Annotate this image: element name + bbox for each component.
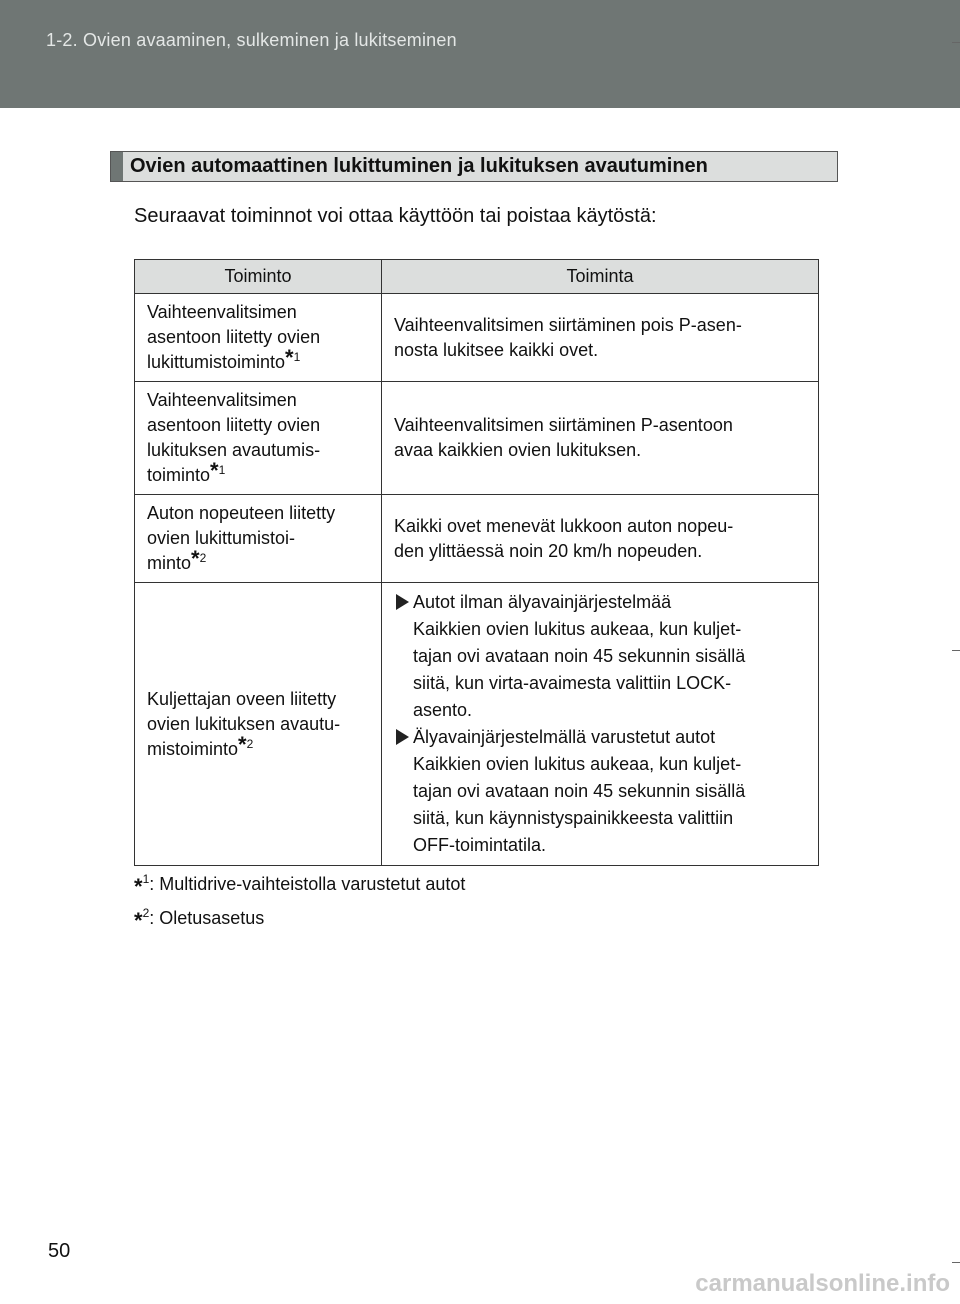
feature-description-cell	[382, 294, 819, 382]
description-line: Vaihteenvalitsimen siirtäminen pois P-asen-	[394, 314, 742, 335]
star-symbol: *	[191, 546, 200, 571]
feature-name-line: Vaihteenvalitsimen	[147, 390, 297, 410]
feature-name-cell	[135, 294, 382, 382]
feature-name-line: Auton nopeuteen liitetty	[147, 503, 336, 523]
feature-name-line: Vaihteenvalitsimen	[147, 302, 297, 322]
feature-name-cell	[135, 583, 382, 866]
footnote-ref	[238, 731, 254, 757]
option-heading-text: Autot ilman älyavainjärjestelmää	[413, 592, 672, 612]
star-symbol: *	[285, 345, 294, 370]
intro-text: Seuraavat toiminnot voi ottaa käyttöön tai poistaa käytöstä:	[134, 205, 657, 227]
star-symbol: *	[134, 908, 143, 933]
option-heading	[394, 589, 806, 616]
feature-name-line: ovien lukittumistoi-	[147, 528, 296, 548]
feature-name-text: mistoiminto	[147, 738, 239, 759]
feature-name-line: Kuljettajan oveen liitetty	[147, 688, 337, 709]
option-body-line: OFF-toimintatila.	[413, 835, 547, 855]
footnotes	[134, 866, 465, 934]
column-header-action: Toiminta	[382, 260, 819, 294]
star-symbol: *	[238, 731, 247, 757]
page-number: 50	[48, 1240, 71, 1262]
footnote-number: 2	[142, 906, 150, 920]
feature-description-cell	[382, 495, 819, 583]
section-heading	[110, 151, 838, 182]
star-symbol: *	[134, 874, 143, 899]
footnote-ref-number: 2	[199, 551, 207, 565]
feature-name-text: minto	[147, 553, 192, 573]
feature-name-line	[147, 546, 369, 576]
feature-description-cell	[382, 382, 819, 495]
table-row	[135, 495, 819, 583]
watermark: carmanualsonline.info	[695, 1270, 950, 1297]
option-heading	[394, 724, 806, 751]
description-line: Vaihteenvalitsimen siirtäminen P-asentoon	[394, 415, 733, 435]
section-heading-text: Ovien automaattinen lukittuminen ja lukituksen avautuminen	[130, 155, 708, 177]
description-line: nosta lukitsee kaikki ovet.	[394, 339, 599, 360]
star-symbol: *	[210, 458, 219, 483]
feature-name-line: lukituksen avautumis-	[147, 440, 321, 460]
footnote-ref	[210, 458, 226, 483]
feature-name-line	[147, 345, 369, 375]
footnote-text: : Multidrive-vaihteistolla varustetut autot	[149, 874, 466, 894]
option-body	[394, 616, 806, 724]
feature-name-cell	[135, 495, 382, 583]
option-body-line: tajan ovi avataan noin 45 sekunnin sisällä	[413, 646, 746, 666]
feature-description-cell	[382, 583, 819, 866]
heading-accent-bar	[111, 152, 123, 181]
crop-mark	[952, 1262, 960, 1263]
option-body-line: asento.	[413, 700, 473, 720]
header-band	[0, 0, 960, 108]
crop-mark	[952, 42, 960, 43]
feature-name-cell	[135, 382, 382, 495]
table-row	[135, 583, 819, 866]
table-header-row	[135, 260, 819, 294]
feature-table	[134, 259, 819, 866]
footnote-ref-number: 1	[218, 463, 226, 477]
description-line: Kaikki ovet menevät lukkoon auton nopeu-	[394, 515, 734, 536]
description-line: den ylittäessä noin 20 km/h nopeuden.	[394, 540, 703, 561]
footnote-number: 1	[142, 872, 150, 886]
option-body-line: siitä, kun virta-avaimesta valittiin LOCK-	[413, 673, 732, 693]
footnote	[134, 866, 465, 900]
feature-name-line	[147, 458, 369, 488]
table-row	[135, 294, 819, 382]
option-body-line: siitä, kun käynnistyspainikkeesta valittiin	[413, 808, 734, 828]
feature-name-line: asentoon liitetty ovien	[147, 415, 321, 435]
feature-name-line	[147, 731, 369, 762]
crop-mark	[952, 650, 960, 651]
triangle-bullet-icon	[396, 729, 409, 745]
footnote-ref-number: 2	[246, 736, 254, 751]
option-body-line: Kaikkien ovien lukitus aukeaa, kun kuljet-	[413, 754, 742, 774]
description-line: avaa kaikkien ovien lukituksen.	[394, 440, 642, 460]
feature-name-line: asentoon liitetty ovien	[147, 327, 321, 347]
option-body-line: Kaikkien ovien lukitus aukeaa, kun kuljet-	[413, 619, 742, 639]
feature-name-text: lukittumistoiminto	[147, 352, 286, 372]
option-body-line: tajan ovi avataan noin 45 sekunnin sisällä	[413, 781, 746, 801]
option-body	[394, 751, 806, 859]
feature-name-line: ovien lukituksen avautu-	[147, 713, 341, 734]
chapter-title: 1-2. Ovien avaaminen, sulkeminen ja lukitseminen	[46, 30, 457, 50]
table-row	[135, 382, 819, 495]
footnote	[134, 900, 465, 934]
footnote-ref-number: 1	[293, 350, 301, 364]
triangle-bullet-icon	[396, 594, 409, 610]
footnote-text: : Oletusasetus	[149, 908, 265, 928]
column-header-feature: Toiminto	[135, 260, 382, 294]
option-heading-text: Älyavainjärjestelmällä varustetut autot	[413, 727, 716, 747]
footnote-ref	[191, 546, 207, 571]
footnote-ref	[285, 345, 301, 370]
feature-name-text: toiminto	[147, 465, 211, 485]
